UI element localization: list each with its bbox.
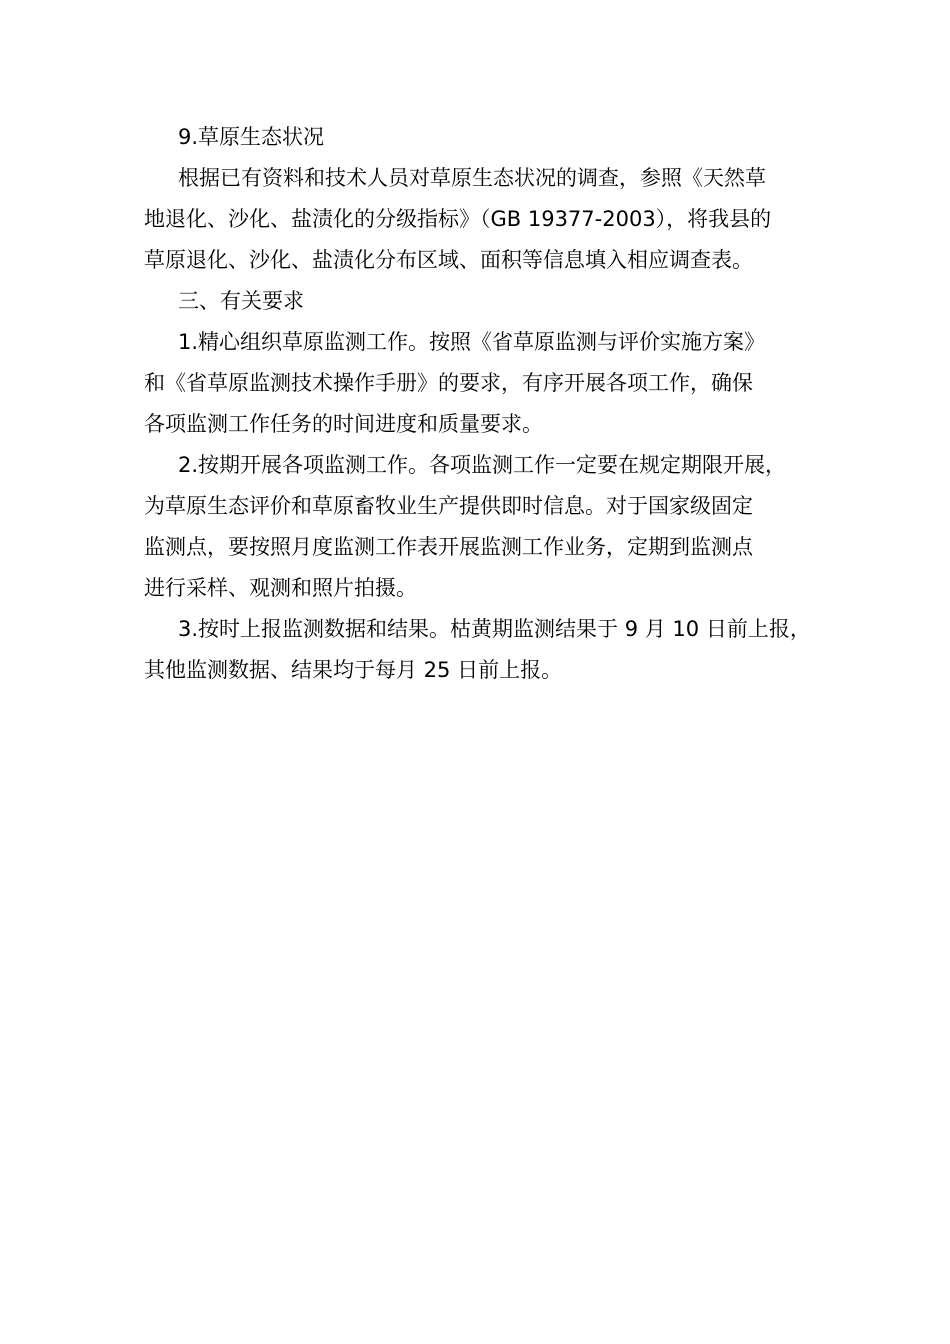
paragraph-line: 3.按时上报监测数据和结果。枯黄期监测结果于 9 月 10 日前上报， — [178, 617, 811, 641]
paragraph-line: 其他监测数据、结果均于每月 25 日前上报。 — [144, 658, 563, 682]
paragraph-line: 2.按期开展各项监测工作。各项监测工作一定要在规定期限开展， — [178, 453, 787, 477]
heading-grassland-ecology — [144, 117, 834, 158]
section-3-heading-block — [144, 281, 834, 322]
paragraph-line: 和《省草原监测技术操作手册》的要求，有序开展各项工作，确保 — [144, 371, 753, 395]
paragraph-line: 为草原生态评价和草原畜牧业生产提供即时信息。对于国家级固定 — [144, 494, 753, 518]
paragraph-line: 各项监测工作任务的时间进度和质量要求。 — [144, 412, 543, 436]
paragraph-line: 地退化、沙化、盐渍化的分级指标》（GB 19377-2003），将我县的 — [144, 207, 772, 231]
paragraph-line: 进行采样、观测和照片拍摄。 — [144, 576, 417, 600]
paragraph-line: 草原退化、沙化、盐渍化分布区域、面积等信息填入相应调查表。 — [144, 248, 753, 272]
section-3-heading: 三、有关要求 — [178, 289, 304, 313]
paragraph-grassland-ecology — [144, 158, 834, 281]
requirement-3 — [144, 609, 834, 691]
paragraph-line: 监测点，要按照月度监测工作表开展监测工作业务，定期到监测点 — [144, 535, 753, 559]
paragraph-line: 根据已有资料和技术人员对草原生态状况的调查，参照《天然草 — [178, 166, 766, 190]
heading-9: 9.草原生态状况 — [178, 125, 325, 149]
requirement-2 — [144, 445, 834, 609]
requirement-1 — [144, 322, 834, 445]
document-body — [144, 117, 834, 691]
paragraph-line: 1.精心组织草原监测工作。按照《省草原监测与评价实施方案》 — [178, 330, 766, 354]
